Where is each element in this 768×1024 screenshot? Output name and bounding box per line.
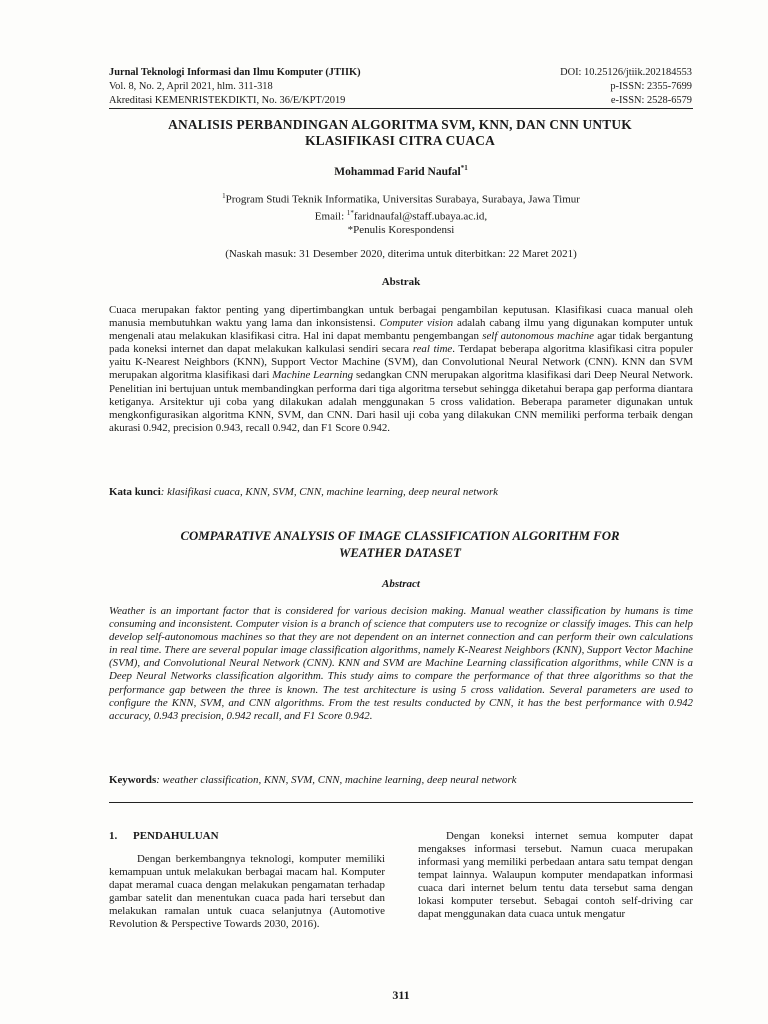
abstract-id-run: sedangkan CNN merupakan algoritma klasifikasi dari Deep Neural Network. Penelitian ini bertujuan untuk membandingkan performa dari tiga algoritma tersebut sehingga diketahui berapa gap performa diantara ketiganya. Arsitektur uji coba yang dilakukan adalah menggunakan 5 cross validation. Beberapa parameter digunakan untuk mengkonfigurasikan algoritma KNN, SVM, dan CNN. Dari hasil uji coba yang dilakukan CNN memiliki performa terbaik dengan akurasi 0.942, precision 0.943, recall 0.942, dan F1 Score 0.942.	[109, 369, 693, 434]
keywords-english	[109, 774, 693, 786]
title-id-line-1: ANALISIS PERBANDINGAN ALGORITMA SVM, KNN, DAN CNN UNTUK	[168, 117, 632, 132]
abstract-id-run: . Terdapat beberapa algoritma klasifikasi citra populer yaitu K-Nearest Neighbors (KNN), Support Vector Machine (SVM), dan Convolutional Neural Network (CNN). KNN dan SVM merupakan algoritma klasifikasi dari	[109, 343, 693, 382]
header-rule	[109, 108, 693, 109]
title-id-line-2: KLASIFIKASI CITRA CUACA	[305, 133, 495, 148]
abstract-heading-id: Abstrak	[381, 276, 421, 288]
abstract-id-run: adalah cabang ilmu yang digunakan komputer untuk mengenali atau melakukan klasifikasi citra. Hal ini dapat membantu pengembangan	[109, 317, 693, 343]
abstract-heading-en: Abstract	[382, 578, 420, 590]
intro-paragraph-left: Dengan berkembangnya teknologi, komputer memiliki kemampuan untuk melakukan berbagai macam hal. Komputer dapat meramal cuaca dengan melakukan pengamatan terhadap gambar satelit dan menentukan cuaca pada hari tersebut dan melakukan ramalan untuk cuaca selanjutnya (Automotive Revolution & Perspective Towards 2030, 2016).	[109, 853, 385, 930]
keywords-label-en: Keywords	[109, 774, 157, 786]
abstract-indonesian	[109, 304, 693, 435]
doi: DOI: 10.25126/jtiik.202184553	[560, 67, 692, 78]
page-number: 311	[392, 988, 410, 1002]
section-heading	[109, 830, 385, 843]
section-number: 1.	[109, 830, 118, 842]
journal-header-right	[480, 66, 692, 108]
abstract-id-run: real time	[412, 343, 453, 356]
journal-accreditation: Akreditasi KEMENRISTEKDIKTI, No. 36/E/KPT/2019	[109, 95, 346, 106]
keywords-en: : weather classification, KNN, SVM, CNN, machine learning, deep neural network	[156, 774, 517, 786]
journal-volume: Vol. 8, No. 2, April 2021, hlm. 311-318	[109, 81, 273, 92]
intro-paragraph-right: Dengan koneksi internet semua komputer dapat mengakses informasi tersebut. Namun cuaca merupakan informasi yang memiliki perbedaan antara satu tempat dengan tempat lainnya. Walaupun komputer mendapatkan informasi cuaca dari internet belum tentu data tersebut sama dengan lokasi komputer tersebut. Sebagai contoh self-driving car dapat menggunakan data cuaca untuk mengatur	[418, 830, 693, 920]
section-title: PENDAHULUAN	[133, 830, 219, 842]
author-name: Mohammad Farid Naufal	[334, 165, 461, 178]
p-issn: p-ISSN: 2355-7699	[610, 81, 692, 92]
author	[109, 164, 693, 178]
corresponding-note: *Penulis Korespondensi	[347, 224, 455, 237]
author-marker: *1	[460, 164, 468, 172]
journal-header-left	[109, 66, 489, 108]
abstract-id-run: agar tidak bergantung pada koneksi internet dan dapat melakukan kalkulasi sendiri secara	[109, 330, 693, 356]
affiliation-marker: 1	[222, 192, 226, 200]
affiliation-block	[109, 190, 693, 238]
abstract-english: Weather is an important factor that is considered for various decision making. Manual weather classification by humans is time consuming and inconsistent. Computer vision is a branch of science that computers use to recognize or classify images. This can help develop self-autonomous machines so that they are not dependent on an internet connection and can perform their own calculations in real time. There are several popular image classification algorithms, namely K-Nearest Neighbors (KNN), Support Vector Machine (SVM), and Convolutional Neural Network (CNN). KNN and SVM are Machine Learning classification algorithms, while CNN is a Deep Neural Networks classification algorithm. This study aims to compare the performance of that three algorithms so that the performance gap between the three is known. The test architecture is using 5 cross validation. Several parameters are used to configure the KNN, SVM, and CNN algorithms. From the test results conducted by CNN, it has the best performance with 0.942 accuracy, 0.943 precision, 0.942 recall, and F1 Score 0.942.	[109, 605, 693, 722]
received-dates: (Naskah masuk: 31 Desember 2020, diterima untuk diterbitkan: 22 Maret 2021)	[225, 248, 577, 260]
title-en-line-2: WEATHER DATASET	[339, 546, 461, 560]
column-left	[109, 830, 385, 931]
abstract-id-run: self autonomous machine	[482, 330, 594, 343]
abstract-id-run: Cuaca merupakan faktor penting yang dipertimbangkan untuk berbagai pengambilan keputusan. Klasifikasi cuaca manual oleh manusia membutuhkan waktu yang lama dan inkonsistensi.	[109, 304, 693, 330]
column-right	[418, 830, 693, 921]
keywords-label-id: Kata kunci	[109, 486, 161, 498]
email-address[interactable]: faridnaufal@staff.ubaya.ac.id,	[353, 210, 488, 223]
e-issn: e-ISSN: 2528-6579	[610, 95, 692, 106]
paper-title-english	[120, 528, 680, 562]
keywords-id: : klasifikasi cuaca, KNN, SVM, CNN, machine learning, deep neural network	[160, 486, 499, 498]
abstract-id-run: Machine Learning	[272, 369, 354, 382]
abstract-id-run: Computer vision	[379, 317, 454, 330]
journal-name: Jurnal Teknologi Informasi dan Ilmu Komputer (JTIIK)	[109, 67, 361, 78]
email-marker: 1*	[346, 209, 354, 218]
affiliation: Program Studi Teknik Informatika, Universitas Surabaya, Surabaya, Jawa Timur	[225, 193, 580, 206]
title-en-line-1: COMPARATIVE ANALYSIS OF IMAGE CLASSIFICATION ALGORITHM FOR	[180, 529, 620, 543]
paper-title-indonesian	[120, 117, 680, 149]
keywords-indonesian	[109, 486, 693, 498]
email-label: Email:	[314, 210, 347, 223]
section-rule	[109, 802, 693, 803]
